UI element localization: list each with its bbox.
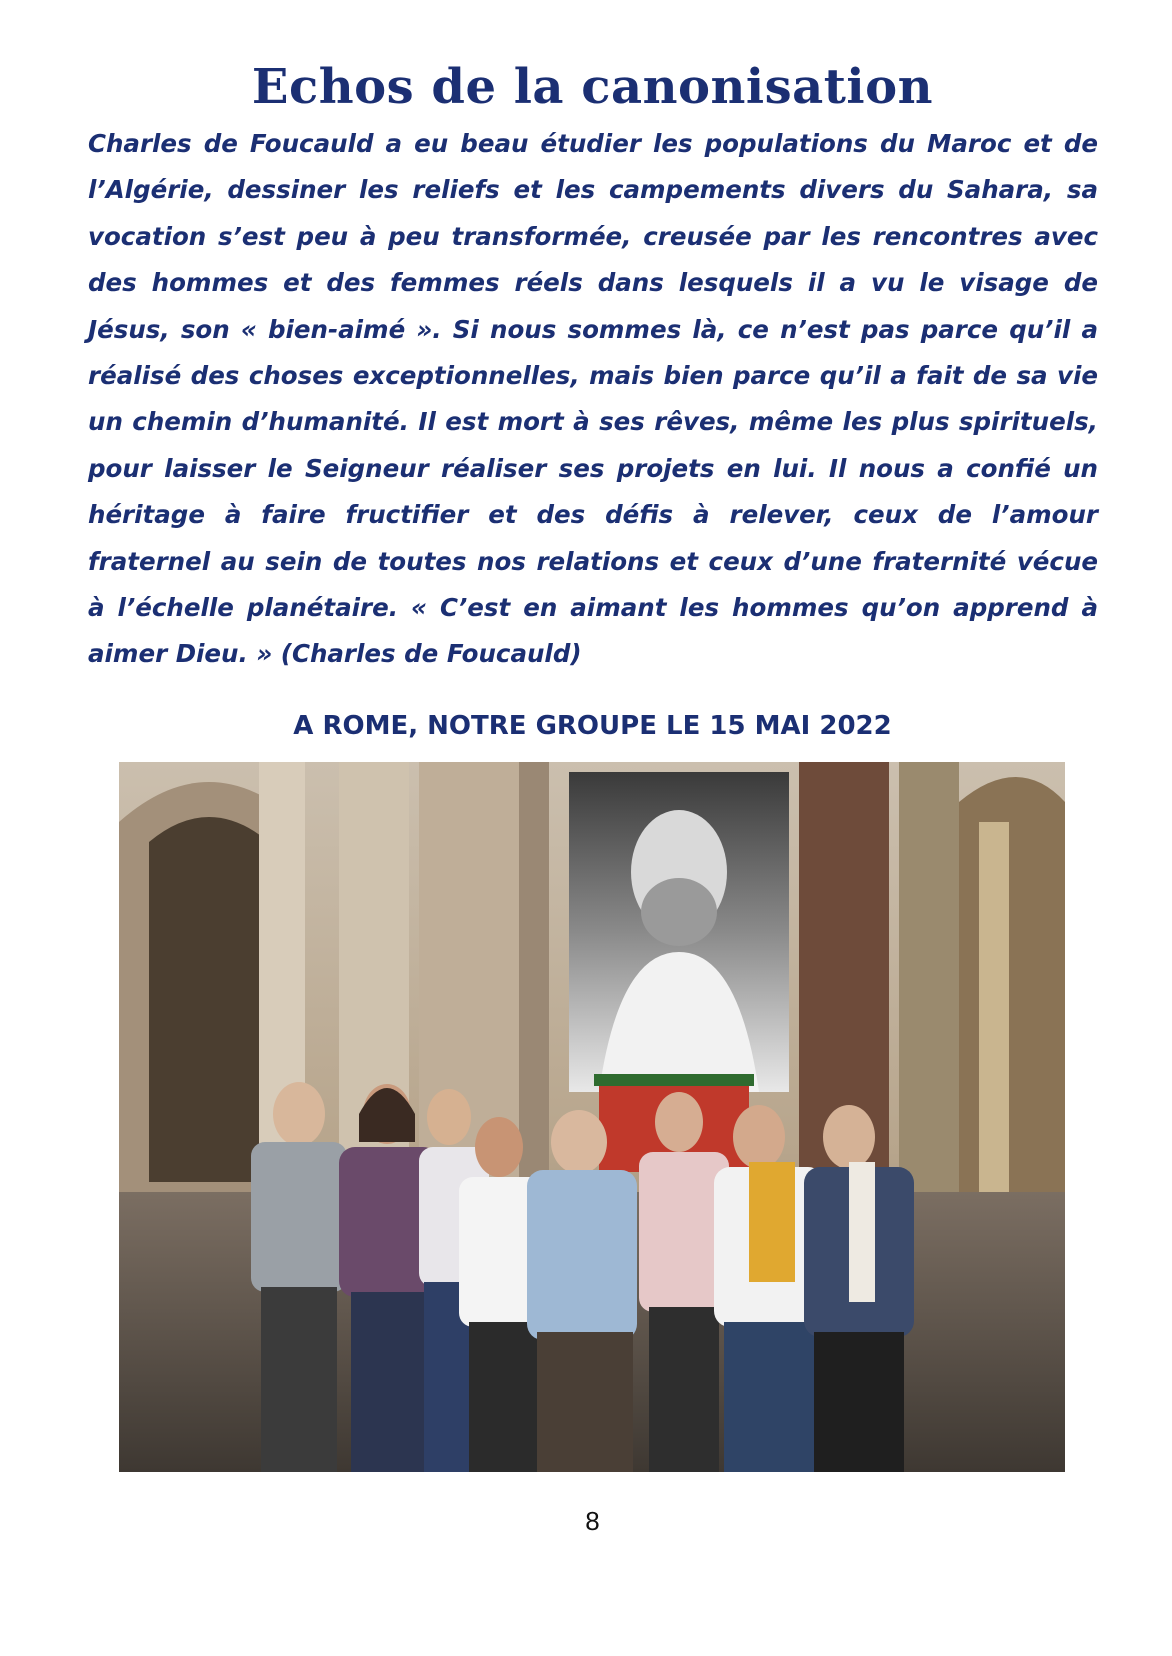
page-number: 8 (585, 1506, 600, 1536)
intro-paragraph: Charles de Foucauld a eu beau étudier les populations du Maroc et de l’Algérie, dessiner les reliefs et les campements divers du Sahara, sa vocation s’est peu à peu transformée, creusée par les rencontres avec des hommes et des femmes réels dans lesquels il a vu le visage de Jésus, son « bien-aimé ». Si nous sommes là, ce n’est pas parce qu’il a réalisé des choses exceptionnelles, mais bien parce qu’il a fait de sa vie un chemin d’humanité. Il est mort à ses rêves, même les plus spirituels, pour laisser le Seigneur réaliser ses projets en lui. Il nous a confié un héritage à faire fructifier et des défis à relever, ceux de l’amour fraternel au sein de toutes nos relations et ceux d’une fraternité vécue à l’échelle planétaire. « C’est en aimant les hommes qu’on apprend à aimer Dieu. » (Charles de Foucauld) (88, 129, 1098, 669)
page-title: Echos de la canonisation (251, 59, 934, 116)
group-photo (119, 762, 1065, 1472)
photo-caption: A ROME, NOTRE GROUPE LE 15 MAI 2022 (293, 711, 892, 741)
group-photo-illustration (119, 762, 1065, 1472)
